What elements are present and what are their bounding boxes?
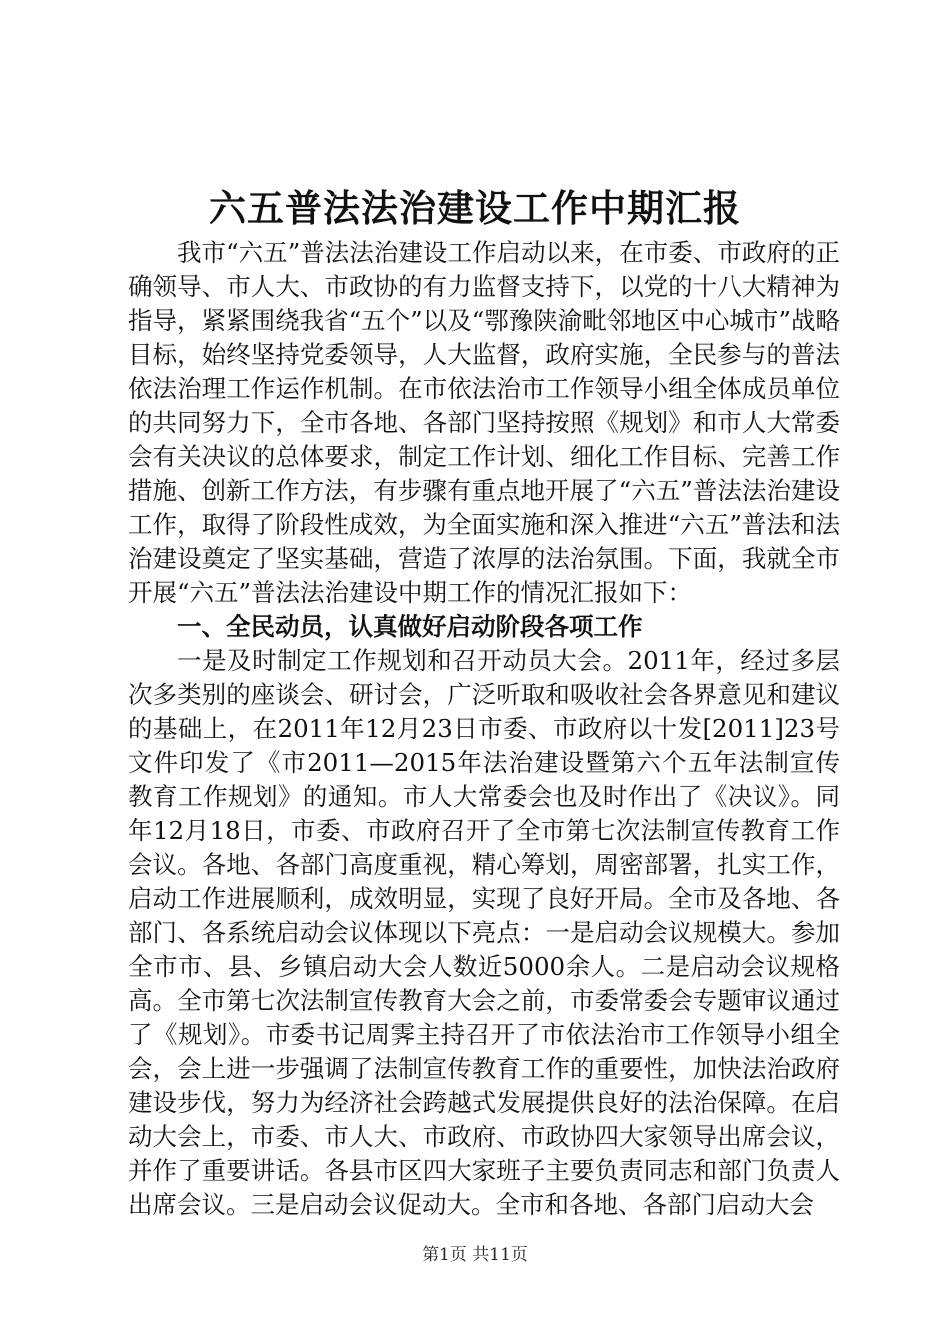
intro-paragraph: 我市“六五”普法法治建设工作启动以来，在市委、市政府的正确领导、市人大、市政协的有力监督支持下，以党的十八大精神为指导，紧紧围绕我省“五个”以及“鄂豫陕渝毗邻地区中心城市”战略目标，始终坚持党委领导，人大监督，政府实施，全民参与的普法依法治理工作运作机制。在市依法治市工作领导小组全体成员单位的共同努力下，全市各地、各部门坚持按照《规划》和市人大常委会有关决议的总体要求，制定工作计划、细化工作目标、完善工作措施、创新工作方法，有步骤有重点地开展了“六五”普法法治建设工作，取得了阶段性成效，为全面实施和深入推进“六五”普法和法治建设奠定了坚实基础，营造了浓厚的法治氛围。下面，我就全市开展“六五”普法法治建设中期工作的情况汇报如下： <box>128 238 840 607</box>
page-footer <box>0 1243 950 1267</box>
document-body <box>128 236 840 1222</box>
page-indicator: 第1页 共11页 <box>422 1245 528 1265</box>
document-title: 六五普法法治建设工作中期汇报 <box>209 186 741 230</box>
section-paragraph: 一是及时制定工作规划和召开动员大会。2011年，经过多层次多类别的座谈会、研讨会，广泛听取和吸收社会各界意见和建议的基础上，在2011年12月23日市委、市政府以十发[2011]23号文件印发了《市2011—2015年法治建设暨第六个五年法制宣传教育工作规划》的通知。市人大常委会也及时作出了《决议》。同年12月18日，市委、市政府召开了全市第七次法制宣传教育工作会议。各地、各部门高度重视，精心筹划，周密部署，扎实工作，启动工作进展顺利，成效明显，实现了良好开局。全市及各地、各部门、各系统启动会议体现以下亮点：一是启动会议规模大。参加全市市、县、乡镇启动大会人数近5000余人。二是启动会议规格高。全市第七次法制宣传教育大会之前，市委常委会专题审议通过了《规划》。市委书记周霁主持召开了市依法治市工作领导小组全会，会上进一步强调了法制宣传教育工作的重要性，加快法治政府建设步伐，努力为经济社会跨越式发展提供良好的法治保障。在启动大会上，市委、市人大、市政府、市政协四大家领导出席会议，并作了重要讲话。各县市区四大家班子主要负责同志和部门负责人出席会议。三是启动会议促动大。全市和各地、各部门启动大会 <box>128 646 840 1219</box>
section-heading: 一、全民动员，认真做好启动阶段各项工作 <box>177 612 643 641</box>
